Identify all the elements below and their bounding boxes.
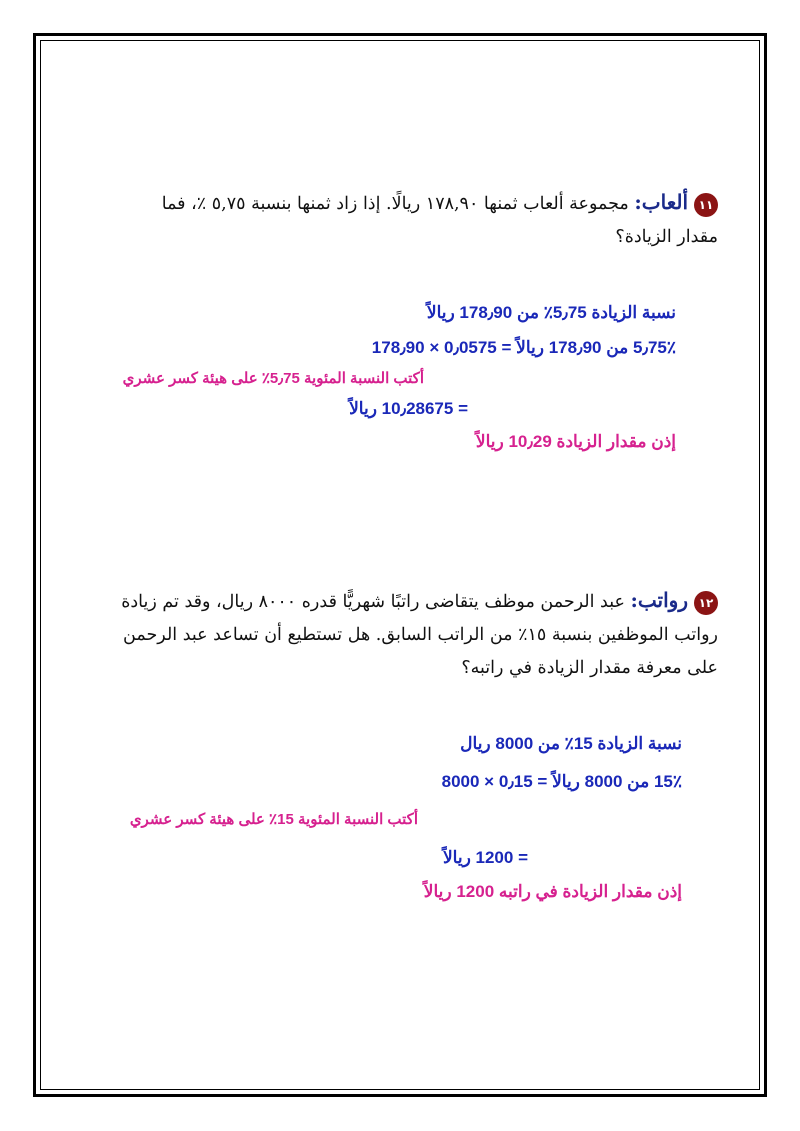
solution-11-line-1: نسبة الزيادة 5٫75٪ من 178٫90 ريالاً — [426, 303, 676, 322]
question-12 — [118, 584, 718, 685]
solution-11-conclusion: إذن مقدار الزيادة 10٫29 ريالاً — [475, 432, 676, 451]
solution-12-line-2: 15٪ من 8000 ريالاً = 0٫15 × 8000 — [441, 772, 682, 791]
solution-11-note: أكتب النسبة المئوية 5٫75٪ على هيئة كسر عشري — [122, 370, 424, 387]
question-11 — [118, 186, 718, 254]
solution-12-line-1: نسبة الزيادة 15٪ من 8000 ريال — [460, 734, 682, 753]
question-keyword: ألعاب: — [634, 190, 688, 214]
solution-12-note: أكتب النسبة المئوية 15٪ على هيئة كسر عشري — [129, 811, 418, 828]
question-number-badge: ١٢ — [694, 591, 718, 615]
question-keyword: رواتب: — [630, 588, 688, 612]
question-number-badge: ١١ — [694, 193, 718, 217]
solution-11-line-3: = 10٫28675 ريالاً — [349, 399, 468, 418]
solution-11-line-2: 5٫75٪ من 178٫90 ريالاً = 0٫0575 × 178٫90 — [371, 338, 676, 357]
solution-12-conclusion: إذن مقدار الزيادة في راتبه 1200 ريالاً — [423, 882, 682, 901]
solution-12-line-3: = 1200 ريالاً — [442, 848, 528, 867]
question-text: عبد الرحمن موظف يتقاضى راتبًا شهريًّا قدره ٨٠٠٠ ريال، وقد تم زيادة رواتب الموظفين بنسبة ١٥٪ من الراتب السابق. هل تستطيع أن تساعد عبد الرحمن على معرفة مقدار الزيادة في راتبه؟ — [121, 592, 718, 678]
question-text: مجموعة ألعاب ثمنها ١٧٨,٩٠ ريالًا. إذا زاد ثمنها بنسبة ٥,٧٥ ٪، فما مقدار الزيادة؟ — [161, 194, 718, 247]
